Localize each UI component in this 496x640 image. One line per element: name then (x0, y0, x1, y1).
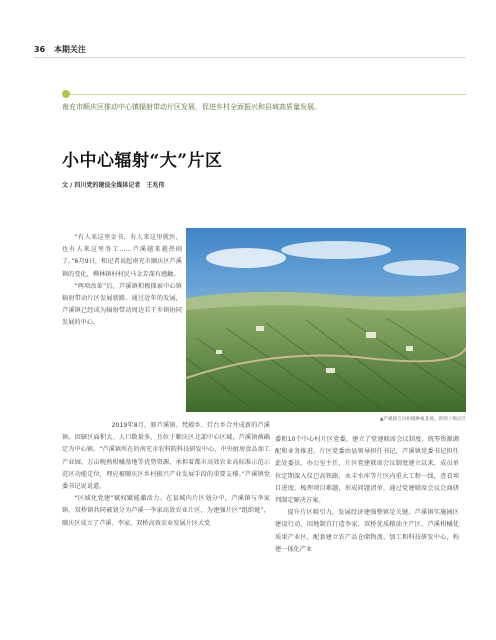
body-column-1 (62, 232, 182, 330)
section-name: 本期关注 (53, 45, 86, 54)
aerial-photo (186, 228, 466, 412)
page-header (34, 44, 86, 55)
article-byline: 文 / 四川党的建设全媒体记者 王兆伟 (62, 182, 165, 189)
paragraph: 提升片区吸引力，发展经济建强整镇是关键。芦溪镇实施园区建设行动，因地制宜打造李家、双桥优质粮油主产区、芦溪柑橘优质果产业区，配套建立农产品仓储物流、加工和科技研发中心，构建一体化产业 (275, 509, 459, 553)
bullet-dot-icon (62, 90, 70, 98)
photo-caption (300, 416, 466, 422)
lead-divider (70, 94, 466, 95)
paragraph: “区域化党建”赋权赋能激活力。在县城内片区划分中，芦溪镇与李家镇、双桥镇共同被划分为芦溪一李家高效农业片区，为建强片区“组织链”，顺庆区成立了芦溪、李家、双桥高效农业发展片区大党 (62, 495, 270, 527)
paragraph: “两项改革”后，芦溪镇积极探索中心镇辐射带动片区发展新路。通过近年的发展，芦溪镇已经成为辐射带动周边若干乡镇协同发展的中心。 (62, 282, 182, 327)
body-column-1-lower (62, 420, 270, 530)
landscape-image (186, 228, 466, 412)
caption-text: 芦溪镇万亩柑橘种植基地。供图 / 顺庆区 (383, 417, 466, 422)
article-lead: 南充市顺庆区推动中心镇辐射带动片区发展，促进乡村全面振兴和县域高质量发展。 (62, 103, 321, 111)
header-divider (34, 57, 466, 58)
paragraph: “有人来这里金书，有人来这里就医，也有人来这里务工……芦溪越来越热闹了。”6月9日，和记者说起南充市顺庆区芦溪镇的变化，柳林镇村村民马金芳深有感触。 (62, 234, 182, 278)
page-number: 36 (34, 45, 46, 54)
paragraph: 2019年8月，原芦溪镇、梵殿乡、灯台乡合并成新的芦溪镇。因辖区面积大、人口数量多，且位于顺庆区北部中心区域，芦溪镇被确定为中心镇。“芦溪镇所在的南充市农科院科技研发中心、中央厨房食品加工产业园、万亩晚熟柑橘基地等优势资源，承担着都市高效农业高标准示范示范区功能定位，理应被顺庆区乡村振兴产业发展手段的重要支撑。”芦溪镇党委书记说说道。 (62, 422, 270, 491)
caption-marker-icon: ▲ (379, 417, 384, 422)
body-column-2 (275, 434, 459, 556)
article-title: 小中心辐射“大”片区 (62, 151, 223, 171)
paragraph: 委和10个中心村片区党委，建立了党建联席会议制度，统筹资源调配和业务推进。片区党委由县领导担任书记，芦溪镇党委书记担任此处委员、办公室主任，片区党建联席会议制度建立以来，成员单位定期深入仪巴高铁路、永丰水库等片区内重大工程一线，查看项目进度、梳理项目难题，形成问题清单，通过党建联席会议会商研判制定解决方案。 (275, 436, 459, 505)
